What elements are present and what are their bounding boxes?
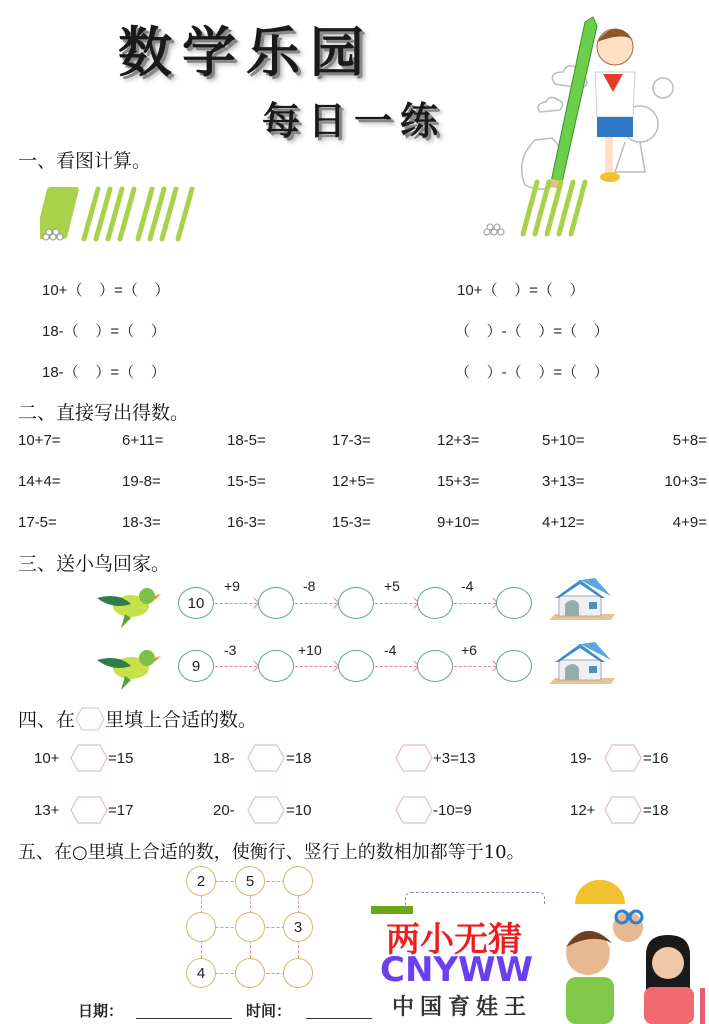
fill-label: -10=9: [433, 802, 472, 819]
fill-label: 12+: [570, 802, 596, 819]
calc-item[interactable]: 17-3=: [332, 432, 371, 449]
arrow-icon: [295, 603, 337, 604]
arrow-icon: [295, 666, 337, 667]
fill-label: =17: [108, 802, 134, 819]
equation-right-2[interactable]: （ ）-（ ）=（ ）: [455, 323, 609, 340]
chain2-answer-circle[interactable]: [258, 650, 294, 682]
calc-item[interactable]: 5+10=: [542, 432, 585, 449]
equation-left-1[interactable]: 10+（ ）=（ ）: [42, 282, 170, 299]
family-illustration: [556, 905, 706, 1024]
chain1-answer-circle[interactable]: [496, 587, 532, 619]
grid-cell: 4: [186, 958, 216, 988]
calc-item[interactable]: 10+7=: [18, 432, 61, 449]
grid-cell: 5: [235, 866, 265, 896]
op-label: -4: [384, 642, 397, 658]
calc-item[interactable]: 18-3=: [122, 514, 161, 531]
arrow-icon: [215, 603, 257, 604]
calc-item[interactable]: 18-5=: [227, 432, 266, 449]
arrow-icon: [375, 603, 417, 604]
hexagon-answer-box[interactable]: [247, 796, 285, 824]
house-icon: [545, 576, 617, 624]
mental-math-grid: [18, 432, 708, 555]
hardhat-decoration: [575, 880, 625, 904]
calc-item[interactable]: 6+11=: [122, 432, 164, 449]
bird-icon: [95, 646, 161, 694]
chain2-start-circle: 9: [178, 650, 214, 682]
calc-item[interactable]: 12+5=: [332, 473, 375, 490]
calc-item[interactable]: 19-8=: [122, 473, 161, 490]
watermark-brand-cn: 两小无猜: [386, 920, 522, 960]
op-label: +5: [384, 578, 400, 594]
hexagon-answer-box[interactable]: [604, 796, 642, 824]
date-label: 日期：: [78, 1002, 124, 1020]
mental-math-row: [18, 473, 708, 514]
date-input-line[interactable]: [136, 1018, 232, 1019]
calc-item[interactable]: 12+3=: [437, 432, 480, 449]
calc-item[interactable]: 5+8=: [672, 432, 707, 449]
op-label: -4: [461, 578, 474, 594]
section-5-title: 五、在○里填上合适的数，使衡行、竖行上的数相加都等于10。: [18, 842, 525, 863]
op-label: +10: [298, 642, 322, 658]
op-label: -3: [224, 642, 237, 658]
hexagon-answer-box[interactable]: [247, 744, 285, 772]
fill-label: 19-: [570, 750, 592, 767]
fill-label: 10+: [34, 750, 60, 767]
calc-item[interactable]: 3+13=: [542, 473, 585, 490]
op-label: -8: [303, 578, 316, 594]
counting-sticks-left-image: [40, 185, 200, 245]
section-2-title: 二、直接写出得数。: [18, 402, 190, 424]
fill-label: =10: [286, 802, 312, 819]
chain2-answer-circle[interactable]: [417, 650, 453, 682]
chain1-start-circle: 10: [178, 587, 214, 619]
grid-cell-answer[interactable]: [186, 912, 216, 942]
time-label: 时间：: [246, 1002, 292, 1020]
calc-item[interactable]: 15-5=: [227, 473, 266, 490]
house-icon: [545, 640, 617, 688]
chain2-answer-circle[interactable]: [496, 650, 532, 682]
calc-item[interactable]: 9+10=: [437, 514, 480, 531]
grid-cell: 2: [186, 866, 216, 896]
hexagon-icon: [75, 707, 105, 731]
arrow-icon: [375, 666, 417, 667]
boy-with-pencil-illustration: [475, 12, 705, 242]
section-1-title: 一、看图计算。: [18, 150, 152, 172]
grid-cell-answer[interactable]: [235, 912, 265, 942]
equation-right-3[interactable]: （ ）-（ ）=（ ）: [455, 364, 609, 381]
watermark-accent-strip: [700, 988, 705, 1024]
fill-label: 13+: [34, 802, 60, 819]
chain1-answer-circle[interactable]: [417, 587, 453, 619]
arrow-icon: [215, 666, 257, 667]
watermark-brand-en: CNYWW: [380, 950, 534, 990]
page-title: 数学乐园: [118, 20, 374, 84]
fill-label: =18: [643, 802, 669, 819]
mental-math-row: [18, 432, 708, 473]
section-3-title: 三、送小鸟回家。: [18, 553, 171, 575]
hexagon-answer-box[interactable]: [70, 744, 108, 772]
hexagon-answer-box[interactable]: [395, 796, 433, 824]
fill-label: =16: [643, 750, 669, 767]
hexagon-answer-box[interactable]: [70, 796, 108, 824]
calc-item[interactable]: 16-3=: [227, 514, 266, 531]
chain1-answer-circle[interactable]: [258, 587, 294, 619]
grid-cell-answer[interactable]: [283, 958, 313, 988]
calc-item[interactable]: 15+3=: [437, 473, 480, 490]
fill-label: 20-: [213, 802, 235, 819]
page-subtitle: 每日一练: [262, 98, 447, 143]
section-4-title: 四、在 里填上合适的数。: [18, 705, 257, 732]
calc-item[interactable]: 4+9=: [672, 514, 707, 531]
calc-item[interactable]: 15-3=: [332, 514, 371, 531]
arrow-icon: [454, 666, 496, 667]
chain1-answer-circle[interactable]: [338, 587, 374, 619]
hexagon-answer-box[interactable]: [395, 744, 433, 772]
equation-right-1[interactable]: 10+（ ）=（ ）: [457, 282, 585, 299]
fill-label: 18-: [213, 750, 235, 767]
bird-icon: [95, 584, 161, 632]
calc-item[interactable]: 10+3=: [664, 473, 707, 490]
grid-cell-answer[interactable]: [235, 958, 265, 988]
equation-left-2[interactable]: 18-（ ）=（ ）: [42, 323, 166, 340]
calc-item[interactable]: 4+12=: [542, 514, 585, 531]
op-label: +9: [224, 578, 240, 594]
grid-cell-answer[interactable]: [283, 866, 313, 896]
fill-label: =15: [108, 750, 134, 767]
fill-label: +3=13: [433, 750, 476, 767]
fill-label: =18: [286, 750, 312, 767]
op-label: +6: [461, 642, 477, 658]
chain2-answer-circle[interactable]: [338, 650, 374, 682]
equation-left-3[interactable]: 18-（ ）=（ ）: [42, 364, 166, 381]
calc-item[interactable]: 14+4=: [18, 473, 61, 490]
arrow-icon: [454, 603, 496, 604]
hexagon-answer-box[interactable]: [604, 744, 642, 772]
watermark-slogan: 中国育娃王: [392, 995, 533, 1020]
grid-cell: 3: [283, 912, 313, 942]
calc-item[interactable]: 17-5=: [18, 514, 57, 531]
